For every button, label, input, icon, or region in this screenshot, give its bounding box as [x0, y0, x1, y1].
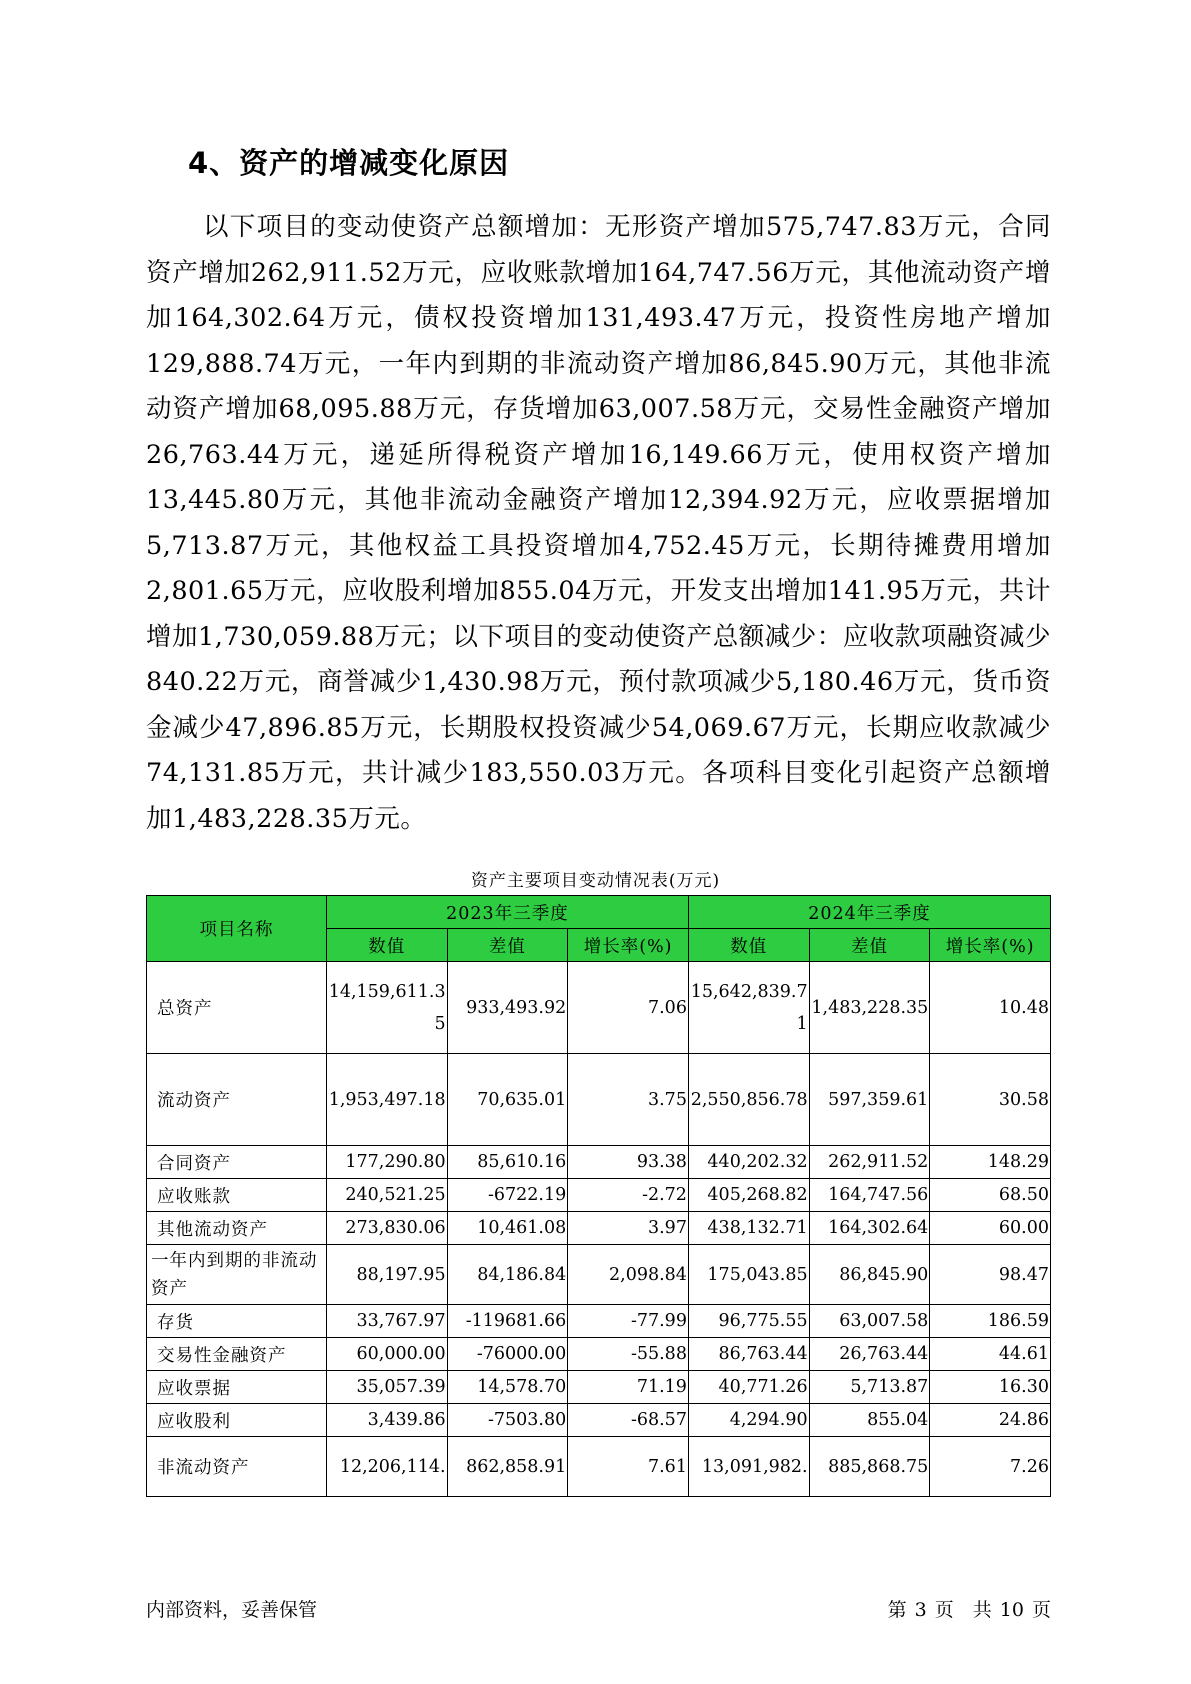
row-item-name: 其他流动资产	[147, 1212, 327, 1245]
row-item-name: 应收账款	[147, 1179, 327, 1212]
row-cell: -6722.19	[447, 1179, 568, 1212]
header-period-2024: 2024年三季度	[688, 896, 1050, 929]
section-heading: 4、资产的增减变化原因	[188, 146, 510, 180]
row-cell: 2,550,856.78	[688, 1054, 809, 1146]
row-cell: 7.06	[568, 962, 689, 1054]
row-cell: 12,206,114.	[326, 1437, 447, 1497]
row-cell: 164,302.64	[809, 1212, 930, 1245]
row-cell: 26,763.44	[809, 1338, 930, 1371]
header-period-2023: 2023年三季度	[326, 896, 688, 929]
row-cell: 10,461.08	[447, 1212, 568, 1245]
row-cell: 148.29	[930, 1146, 1051, 1179]
row-item-name: 应收票据	[147, 1371, 327, 1404]
subheader-diff-2023: 差值	[447, 929, 568, 962]
table-row	[147, 1146, 1051, 1179]
row-cell: 10.48	[930, 962, 1051, 1054]
row-cell: 88,197.95	[326, 1245, 447, 1305]
table-row	[147, 1054, 1051, 1146]
subheader-value-2024: 数值	[688, 929, 809, 962]
row-item-name: 总资产	[147, 962, 327, 1054]
row-cell: 35,057.39	[326, 1371, 447, 1404]
row-item-name: 存货	[147, 1305, 327, 1338]
row-cell: 273,830.06	[326, 1212, 447, 1245]
row-cell: -2.72	[568, 1179, 689, 1212]
row-cell: 84,186.84	[447, 1245, 568, 1305]
table-row	[147, 1179, 1051, 1212]
table-row	[147, 1404, 1051, 1437]
row-cell: -55.88	[568, 1338, 689, 1371]
subheader-rate-2023: 增长率(%)	[568, 929, 689, 962]
row-cell: 60,000.00	[326, 1338, 447, 1371]
row-cell: 177,290.80	[326, 1146, 447, 1179]
row-cell: -76000.00	[447, 1338, 568, 1371]
row-cell: 70,635.01	[447, 1054, 568, 1146]
table-row	[147, 1371, 1051, 1404]
table-row	[147, 1437, 1051, 1497]
table-row	[147, 1245, 1051, 1305]
subheader-value-2023: 数值	[326, 929, 447, 962]
row-cell: 44.61	[930, 1338, 1051, 1371]
row-item-name: 应收股利	[147, 1404, 327, 1437]
row-cell: 98.47	[930, 1245, 1051, 1305]
row-cell: 16.30	[930, 1371, 1051, 1404]
row-cell: 164,747.56	[809, 1179, 930, 1212]
row-cell: -77.99	[568, 1305, 689, 1338]
row-item-name: 合同资产	[147, 1146, 327, 1179]
row-item-name: 一年内到期的非流动资产	[147, 1245, 327, 1305]
row-cell: 15,642,839.71	[688, 962, 809, 1054]
row-cell: 438,132.71	[688, 1212, 809, 1245]
row-cell: 86,845.90	[809, 1245, 930, 1305]
row-cell: 933,493.92	[447, 962, 568, 1054]
row-cell: 63,007.58	[809, 1305, 930, 1338]
row-cell: 862,858.91	[447, 1437, 568, 1497]
row-cell: 7.61	[568, 1437, 689, 1497]
table-row	[147, 1212, 1051, 1245]
row-cell: 5,713.87	[809, 1371, 930, 1404]
row-cell: 4,294.90	[688, 1404, 809, 1437]
header-item-name: 项目名称	[147, 896, 327, 962]
row-cell: -68.57	[568, 1404, 689, 1437]
body-paragraph: 以下项目的变动使资产总额增加：无形资产增加575,747.83万元，合同资产增加262,911.52万元，应收账款增加164,747.56万元，其他流动资产增加164,302.64万元，债权投资增加131,493.47万元，投资性房地产增加129,888.74万元，一年内到期的非流动资产增加86,845.90万元，其他非流动资产增加68,095.88万元，存货增加63,007.58万元，交易性金融资产增加26,763.44万元，递延所得税资产增加16,149.66万元，使用权资产增加13,445.80万元，其他非流动金融资产增加12,394.92万元，应收票据增加5,713.87万元，其他权益工具投资增加4,752.45万元，长期待摊费用增加2,801.65万元，应收股利增加855.04万元，开发支出增加141.95万元，共计增加1,730,059.88万元；以下项目的变动使资产总额减少：应收款项融资减少840.22万元，商誉减少1,430.98万元，预付款项减少5,180.46万元，货币资金减少47,896.85万元，长期股权投资减少54,069.67万元，长期应收款减少74,131.85万元，共计减少183,550.03万元。各项科目变化引起资产总额增加1,483,228.35万元。	[146, 212, 1051, 834]
row-cell: 30.58	[930, 1054, 1051, 1146]
row-cell: 33,767.97	[326, 1305, 447, 1338]
table-caption: 资产主要项目变动情况表(万元)	[470, 871, 721, 891]
row-cell: 3,439.86	[326, 1404, 447, 1437]
row-cell: -119681.66	[447, 1305, 568, 1338]
row-cell: 14,159,611.35	[326, 962, 447, 1054]
table-row	[147, 1338, 1051, 1371]
row-cell: 96,775.55	[688, 1305, 809, 1338]
row-cell: 93.38	[568, 1146, 689, 1179]
row-cell: 240,521.25	[326, 1179, 447, 1212]
row-cell: 14,578.70	[447, 1371, 568, 1404]
footer-confidential: 内部资料，妥善保管	[146, 1599, 318, 1621]
row-cell: 86,763.44	[688, 1338, 809, 1371]
row-cell: 885,868.75	[809, 1437, 930, 1497]
row-cell: 68.50	[930, 1179, 1051, 1212]
row-cell: 1,953,497.18	[326, 1054, 447, 1146]
row-cell: 60.00	[930, 1212, 1051, 1245]
row-cell: 440,202.32	[688, 1146, 809, 1179]
row-cell: 175,043.85	[688, 1245, 809, 1305]
row-cell: 855.04	[809, 1404, 930, 1437]
row-cell: 24.86	[930, 1404, 1051, 1437]
row-cell: 186.59	[930, 1305, 1051, 1338]
footer-page-number: 第 3 页 共 10 页	[887, 1599, 1051, 1621]
row-item-name: 流动资产	[147, 1054, 327, 1146]
row-cell: 40,771.26	[688, 1371, 809, 1404]
row-cell: 3.97	[568, 1212, 689, 1245]
row-cell: 13,091,982.	[688, 1437, 809, 1497]
subheader-rate-2024: 增长率(%)	[930, 929, 1051, 962]
asset-change-table	[146, 895, 1051, 1497]
row-item-name: 非流动资产	[147, 1437, 327, 1497]
row-cell: 1,483,228.35	[809, 962, 930, 1054]
row-item-name: 交易性金融资产	[147, 1338, 327, 1371]
row-cell: 262,911.52	[809, 1146, 930, 1179]
row-cell: 2,098.84	[568, 1245, 689, 1305]
row-cell: 597,359.61	[809, 1054, 930, 1146]
table-row	[147, 1305, 1051, 1338]
row-cell: 85,610.16	[447, 1146, 568, 1179]
row-cell: 7.26	[930, 1437, 1051, 1497]
row-cell: 71.19	[568, 1371, 689, 1404]
row-cell: 405,268.82	[688, 1179, 809, 1212]
row-cell: -7503.80	[447, 1404, 568, 1437]
subheader-diff-2024: 差值	[809, 929, 930, 962]
table-row	[147, 962, 1051, 1054]
row-cell: 3.75	[568, 1054, 689, 1146]
